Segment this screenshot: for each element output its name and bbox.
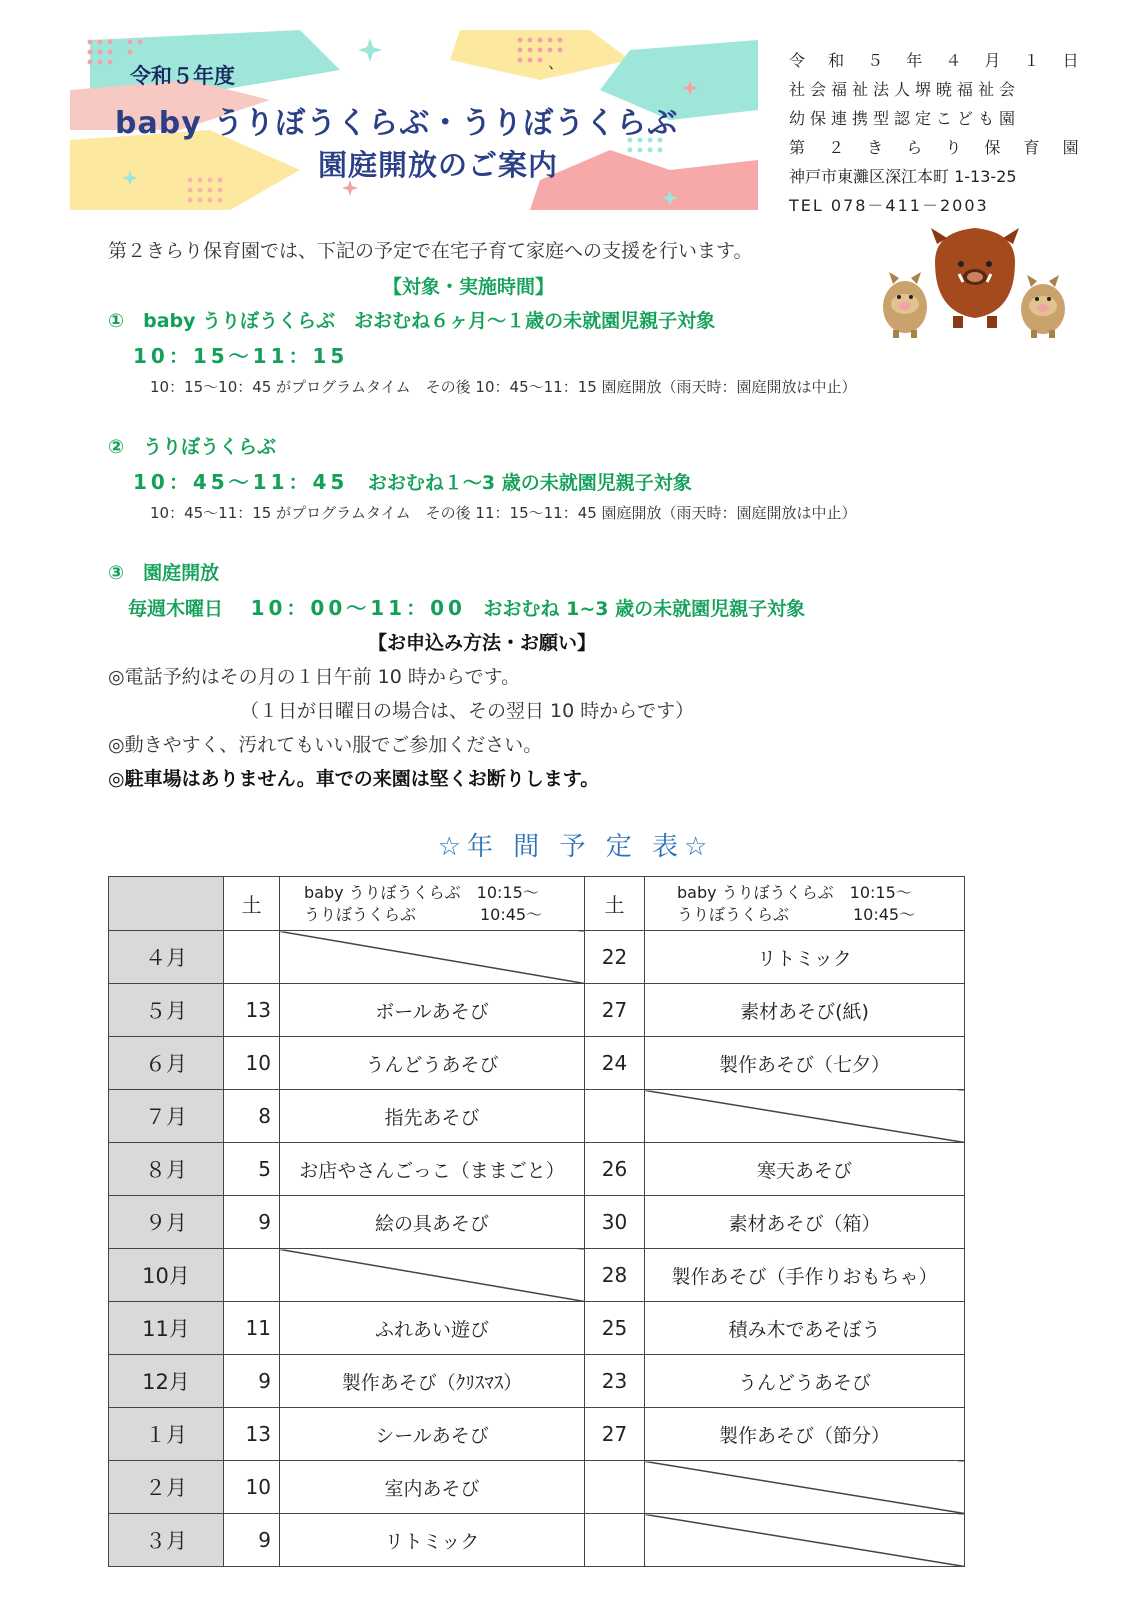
activity-cell-1 <box>280 1249 585 1302</box>
month-cell: ３月 <box>109 1514 224 1567</box>
program-3-day: 毎週木曜日 <box>128 598 224 620</box>
program-1-title: ① baby うりぼうくらぶ おおむね６ヶ月～１歳の未就園児親子対象 <box>108 310 716 332</box>
date-cell-1: 9 <box>224 1355 280 1408</box>
date-cell-1 <box>224 1249 280 1302</box>
program-1-note: 10：15～10：45 がプログラムタイム その後 10：45～11：15 園庭開放（雨天時：園庭開放は中止） <box>150 378 857 396</box>
program-3-target: おおむね 1~3 歳の未就園児親子対象 <box>483 598 806 620</box>
activity-cell-1: 製作あそび（ｸﾘｽﾏｽ） <box>280 1355 585 1408</box>
date-cell-2: 27 <box>585 1408 645 1461</box>
program-1-time: 10：15～11：15 <box>133 344 349 368</box>
activity-cell-2: 素材あそび（箱） <box>645 1196 965 1249</box>
issuer-type: 幼保連携型認定こども園 <box>789 109 1021 128</box>
table-row <box>109 1408 965 1461</box>
table-row <box>109 1461 965 1514</box>
schedule-title: ☆年 間 予 定 表☆ <box>437 832 714 862</box>
issuer-block <box>789 46 1088 220</box>
activity-cell-1: お店やさんごっこ（ままごと） <box>280 1143 585 1196</box>
target-heading: 【対象・実施時間】 <box>383 276 555 298</box>
activity-cell-2 <box>645 1461 965 1514</box>
table-row <box>109 1143 965 1196</box>
activity-cell-2: 製作あそび（七夕） <box>645 1037 965 1090</box>
issuer-corp: 社会福祉法人堺暁福祉会 <box>789 80 1021 99</box>
month-cell: ４月 <box>109 931 224 984</box>
table-row <box>109 984 965 1037</box>
header-program-1-line1: baby うりぼうくらぶ 10:15～ <box>304 882 539 902</box>
activity-cell-2: 製作あそび（節分） <box>645 1408 965 1461</box>
activity-cell-1 <box>280 931 585 984</box>
program-2-title: ② うりぼうくらぶ <box>108 436 277 458</box>
activity-cell-1: うんどうあそび <box>280 1037 585 1090</box>
program-3-line <box>128 592 805 621</box>
header-program-1-line2: うりぼうくらぶ 10:45～ <box>304 904 543 924</box>
table-row <box>109 1302 965 1355</box>
date-cell-2: 24 <box>585 1037 645 1090</box>
month-cell: 10月 <box>109 1249 224 1302</box>
issuer-tel: TEL 078－411－2003 <box>789 196 989 215</box>
date-cell-1: 5 <box>224 1143 280 1196</box>
program-2-target: おおむね１～3 歳の未就園児親子対象 <box>367 472 692 494</box>
activity-cell-1: 室内あそび <box>280 1461 585 1514</box>
schedule-body <box>109 931 965 1567</box>
date-cell-1: 11 <box>224 1302 280 1355</box>
date-cell-2: 22 <box>585 931 645 984</box>
date-cell-1: 9 <box>224 1196 280 1249</box>
table-row <box>109 1355 965 1408</box>
schedule-header-row <box>109 877 965 931</box>
activity-cell-1: 絵の具あそび <box>280 1196 585 1249</box>
activity-cell-2: 素材あそび(紙) <box>645 984 965 1037</box>
apply-heading: 【お申込み方法・お願い】 <box>368 632 597 654</box>
boar-illustration <box>875 222 1075 342</box>
note-1: ◎電話予約はその月の１日午前 10 時からです。 <box>108 666 521 688</box>
activity-cell-1: ふれあい遊び <box>280 1302 585 1355</box>
banner-year: 令和５年度 <box>130 64 235 88</box>
date-cell-2: 27 <box>585 984 645 1037</box>
big-boar-icon <box>931 228 1019 328</box>
intro-text: 第２きらり保育園では、下記の予定で在宅子育て家庭への支援を行います。 <box>108 240 753 262</box>
month-cell: 12月 <box>109 1355 224 1408</box>
note-3: ◎動きやすく、汚れてもいい服でご参加ください。 <box>108 734 543 756</box>
month-cell: ９月 <box>109 1196 224 1249</box>
table-row <box>109 1037 965 1090</box>
table-row <box>109 1249 965 1302</box>
small-boar-right-icon <box>1021 275 1065 338</box>
program-3-title: ③ 園庭開放 <box>108 562 220 584</box>
month-cell: ２月 <box>109 1461 224 1514</box>
activity-cell-1: ボールあそび <box>280 984 585 1037</box>
month-cell: 11月 <box>109 1302 224 1355</box>
date-cell-2: 28 <box>585 1249 645 1302</box>
issuer-address: 神戸市東灘区深江本町 1-13-25 <box>789 167 1017 186</box>
date-cell-1: 13 <box>224 984 280 1037</box>
date-cell-2 <box>585 1461 645 1514</box>
activity-cell-2: うんどうあそび <box>645 1355 965 1408</box>
schedule-table <box>108 876 965 1567</box>
date-cell-2 <box>585 1514 645 1567</box>
header-program-2-line2: うりぼうくらぶ 10:45～ <box>677 904 916 924</box>
activity-cell-1: リトミック <box>280 1514 585 1567</box>
header-program-2-line1: baby うりぼうくらぶ 10:15～ <box>677 882 912 902</box>
banner-subtitle: 園庭開放のご案内 <box>318 148 559 182</box>
month-cell: ６月 <box>109 1037 224 1090</box>
activity-cell-2: 積み木であそぼう <box>645 1302 965 1355</box>
parking-note: ◎駐車場はありません。車での来園は堅くお断りします。 <box>108 768 600 790</box>
header-program-2 <box>645 877 965 931</box>
table-row <box>109 1514 965 1567</box>
date-cell-1: 10 <box>224 1461 280 1514</box>
activity-cell-2: 製作あそび（手作りおもちゃ） <box>645 1249 965 1302</box>
small-boar-left-icon <box>883 272 927 338</box>
date-cell-1: 9 <box>224 1514 280 1567</box>
month-cell: ５月 <box>109 984 224 1037</box>
month-cell: ８月 <box>109 1143 224 1196</box>
date-cell-2: 25 <box>585 1302 645 1355</box>
activity-cell-1: シールあそび <box>280 1408 585 1461</box>
header-blank-cell <box>109 877 224 931</box>
banner-mark: 、 <box>548 53 565 72</box>
program-2-line <box>133 466 692 495</box>
header-program-1 <box>280 877 585 931</box>
activity-cell-2 <box>645 1090 965 1143</box>
date-cell-1: 8 <box>224 1090 280 1143</box>
header-banner <box>70 30 758 210</box>
program-2-time: 10：45～11：45 <box>133 470 349 494</box>
activity-cell-1: 指先あそび <box>280 1090 585 1143</box>
activity-cell-2: 寒天あそび <box>645 1143 965 1196</box>
date-cell-1: 13 <box>224 1408 280 1461</box>
issue-date: 令 和 ５ 年 ４ 月 １ 日 <box>789 51 1088 70</box>
month-cell: ７月 <box>109 1090 224 1143</box>
table-row <box>109 1090 965 1143</box>
date-cell-2: 23 <box>585 1355 645 1408</box>
date-cell-2: 30 <box>585 1196 645 1249</box>
issuer-name: 第 ２ き ら り 保 育 園 <box>789 138 1088 157</box>
program-2-note: 10：45～11：15 がプログラムタイム その後 11：15～11：45 園庭開放（雨天時：園庭開放は中止） <box>150 504 857 522</box>
date-cell-1: 10 <box>224 1037 280 1090</box>
note-2: （１日が日曜日の場合は、その翌日 10 時からです） <box>240 700 695 722</box>
table-row <box>109 1196 965 1249</box>
activity-cell-2: リトミック <box>645 931 965 984</box>
date-cell-1 <box>224 931 280 984</box>
header-sat-2: 土 <box>585 877 645 931</box>
program-3-time: 10：00～11：00 <box>250 596 466 620</box>
activity-cell-2 <box>645 1514 965 1567</box>
banner-title: baby うりぼうくらぶ・うりぼうくらぶ <box>115 106 679 141</box>
date-cell-2 <box>585 1090 645 1143</box>
date-cell-2: 26 <box>585 1143 645 1196</box>
month-cell: １月 <box>109 1408 224 1461</box>
table-row <box>109 931 965 984</box>
header-sat-1: 土 <box>224 877 280 931</box>
